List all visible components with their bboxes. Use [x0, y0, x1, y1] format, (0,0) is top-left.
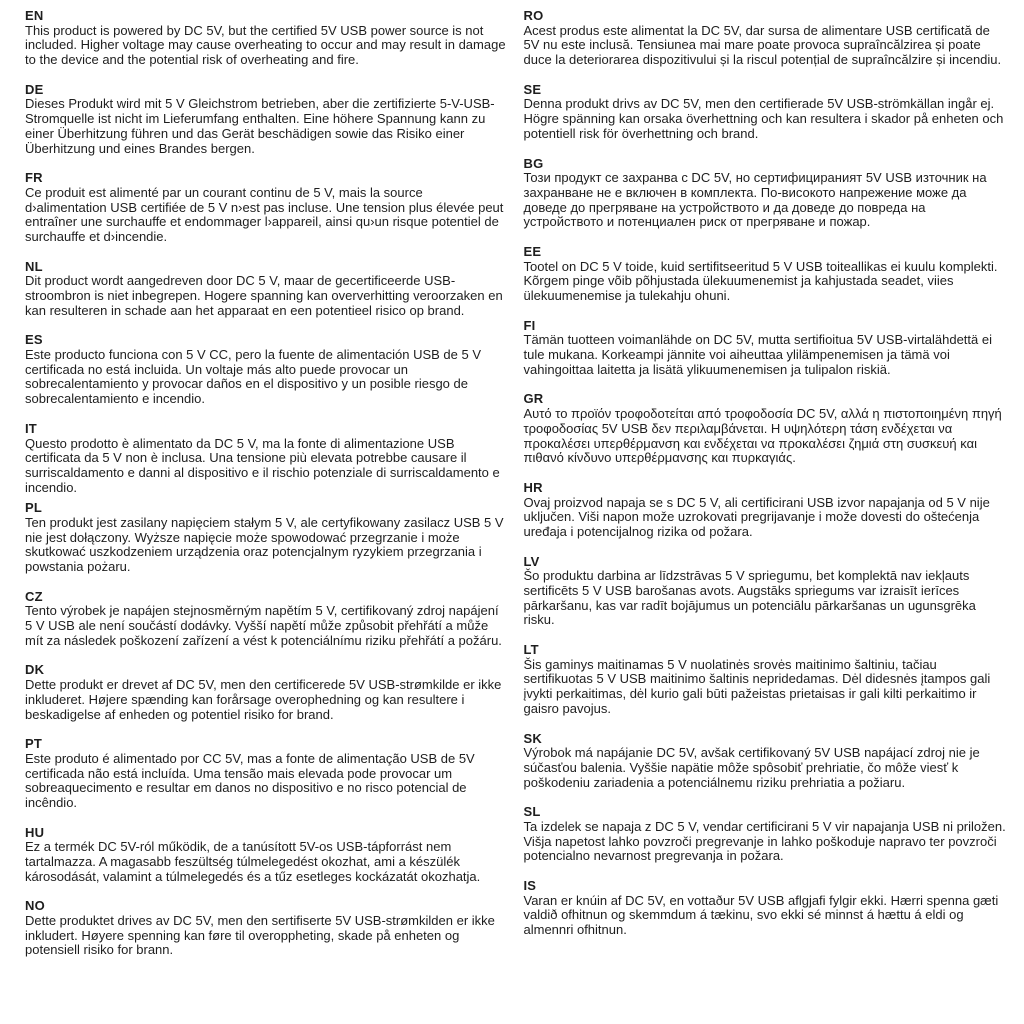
language-section-hu [25, 826, 508, 885]
language-text: This product is powered by DC 5V, but the certified 5V USB power source is not included. Higher voltage may cause overheating to occur and may result in damage to the device and the potential risk of overheating and fire. [25, 22, 506, 68]
language-code: LV [523, 553, 540, 569]
language-section-hr [524, 481, 1007, 540]
language-section-nl [25, 260, 508, 319]
language-text: Ten produkt jest zasilany napięciem stałym 5 V, ale certyfikowany zasilacz USB 5 V nie jest dołączony. Wyższe napięcie może spowodować przegrzanie i może skutkować uszkodzeniem urządzenia oraz potencjalnym ryzykiem przegrzania i powstania pożaru. [25, 514, 504, 574]
language-code: SE [523, 81, 542, 97]
language-section-ee [524, 245, 1007, 304]
language-text: Dette produktet drives av DC 5V, men den sertifiserte 5V USB-strømkilden er ikke inkludert. Høyere spenning kan føre til overoppheting, skade på enheten og potensiell risiko for brann. [25, 913, 495, 958]
language-section-bg [524, 157, 1007, 230]
language-section-de [25, 83, 508, 156]
language-section-pl [25, 501, 508, 574]
language-code: PT [25, 736, 43, 752]
language-section-ro [524, 9, 1007, 68]
language-text: Dette produkt er drevet af DC 5V, men den certificerede 5V USB-strømkilde er ikke inkluderet. Højere spænding kan forårsage overophedning og kan resultere i beskadigelse af enheden og potentiel risiko for brand. [25, 677, 502, 722]
language-code: SL [523, 804, 541, 820]
language-text: Tootel on DC 5 V toide, kuid sertifitseeritud 5 V USB toiteallikas ei kuulu komplekti. Kõrgem pinge võib põhjustada ülekuumenemist ja kahjustada seadet, viies ülekuumenemise ja tulekahju ohuni. [523, 258, 998, 303]
column-right [524, 9, 1007, 973]
language-code: GR [523, 391, 544, 407]
language-section-no [25, 899, 508, 958]
language-section-se [524, 83, 1007, 142]
language-text: Dit product wordt aangedreven door DC 5 V, maar de gecertificeerde USB-stroombron is niet inbegrepen. Hogere spanning kan oververhitting veroorzaken en kan resulteren in schade aan het apparaat en een potentieel risico op brand. [25, 273, 503, 318]
language-code: EN [25, 8, 44, 23]
language-text: Този продукт се захранва с DC 5V, но сертифицираният 5V USB източник на захранване не е включен в комплекта. По-високото напрежение може да доведе до прегряване на устройството и да доведе до повреда на устройството и потенциален риск от прегряване и пожар. [523, 170, 987, 230]
language-code: BG [523, 155, 544, 171]
language-text: Este producto funciona con 5 V CC, pero la fuente de alimentación USB de 5 V certificada no está incluida. Un voltaje más alto puede provocar un sobrecalentamiento y provocar daños en el dispositivo y un posible riesgo de sobrecalentamiento e incendio. [25, 347, 481, 407]
language-text: Ce produit est alimenté par un courant continu de 5 V, mais la source d›alimentation USB certifiée de 5 V n›est pas incluse. Une tension plus élevée peut entraîner une surchauffe et endommager l›appareil, ainsi qu›un risque potentiel de surchauffe et d›incendie. [25, 184, 504, 244]
language-text: Dieses Produkt wird mit 5 V Gleichstrom betrieben, aber die zertifizierte 5-V-USB-Stromquelle ist nicht im Lieferumfang enthalten. Eine höhere Spannung kann zu einer Überhitzung führen und das Gerät beschädigen sowie das Risiko einer Überhitzung und eines Brandes bergen. [25, 96, 495, 156]
language-text: Varan er knúin af DC 5V, en vottaður 5V USB aflgjafi fylgir ekki. Hærri spenna gæti valdið ofhitnun og skemmdum á tækinu, svo ekki sé minnst á hættu á eldi og almennri ofhitnun. [523, 892, 999, 938]
column-left [25, 9, 508, 973]
language-code: ES [25, 332, 43, 348]
language-code: EE [523, 243, 542, 259]
language-text: Αυτό το προϊόν τροφοδοτείται από τροφοδοσία DC 5V, αλλά η πιστοποιημένη πηγή τροφοδοσίας 5V USB δεν περιλαμβάνεται. Η υψηλότερη τάση ενδέχεται να προκαλέσει υπερθέρμανση και ενδέχεται να προκαλέσει ζημιά στη συσκευή και πιθανό κίνδυνο υπερθέρμανσης και πυρκαγιάς. [523, 406, 1002, 466]
language-section-lt [524, 643, 1007, 716]
language-text: Ta izdelek se napaja z DC 5 V, vendar certificirani 5 V vir napajanja USB ni priložen. Višja napetost lahko povzroči pregrevanje in lahko poškoduje napravo ter povzroči potencialno nevarnost pregrevanja in požara. [523, 818, 1006, 864]
language-section-fr [25, 171, 508, 244]
language-text: Šo produktu darbina ar līdzstrāvas 5 V spriegumu, bet komplektā nav iekļauts sertificēts 5 V USB barošanas avots. Augstāks spriegums var izraisīt ierīces pārkaršanu, kas var radīt bojājumus un potenciālu pārkaršanas un ugunsgrēka risku. [523, 568, 976, 628]
language-section-pt [25, 737, 508, 810]
language-code: LT [523, 642, 539, 658]
language-section-lv [524, 555, 1007, 628]
language-section-sk [524, 732, 1007, 791]
language-code: SK [523, 730, 542, 746]
language-text: Denna produkt drivs av DC 5V, men den certifierade 5V USB-strömkällan ingår ej. Högre spänning kan orsaka överhettning och kan resultera i skador på enheten och potentiell risk för överhettning och brand. [523, 96, 1004, 141]
language-section-sl [524, 805, 1007, 864]
language-section-is [524, 879, 1007, 938]
language-text: Šis gaminys maitinamas 5 V nuolatinės srovės maitinimo šaltiniu, tačiau sertifikuotas 5 V USB maitinimo šaltinis nepridedamas. Dėl didesnės įtampos gali įvykti perkaitimas, dėl kurio gali būti pažeistas prietaisas ir gali kilti perkaitimo ir gaisro pavojus. [523, 656, 991, 716]
language-code: IS [523, 878, 537, 893]
language-text: Výrobok má napájanie DC 5V, avšak certifikovaný 5V USB napájací zdroj nie je súčasťou balenia. Vyššie napätie môže spôsobiť prehriatie, čo môže viesť k poškodeniu zariadenia a potenciálnemu riziku prehriatia a požiaru. [523, 745, 980, 790]
language-code: RO [523, 8, 544, 23]
language-code: NL [25, 258, 43, 274]
language-code: FR [25, 170, 43, 186]
language-code: CZ [25, 588, 43, 604]
language-section-cz [25, 590, 508, 649]
language-code: IT [25, 420, 37, 436]
language-section-gr [524, 392, 1007, 465]
language-code: HU [25, 824, 45, 840]
language-text: Acest produs este alimentat la DC 5V, dar sursa de alimentare USB certificată de 5V nu este inclusă. Tensiunea mai mare poate provoca supraîncălzirea și poate duce la deteriorarea dispozitivului și la riscul potențial de supraîncălzire și incendiu. [523, 22, 1002, 68]
language-code: DE [25, 81, 44, 97]
language-code: HR [523, 479, 543, 495]
language-code: DK [25, 662, 45, 678]
language-text: Ovaj proizvod napaja se s DC 5 V, ali certificirani USB izvor napajanja od 5 V nije uključen. Viši napon može uzrokovati pregrijavanje i može dovesti do oštećenja uređaja i potencijalnog rizika od požara. [523, 494, 990, 539]
language-text: Questo prodotto è alimentato da DC 5 V, ma la fonte di alimentazione USB certificata da 5 V non è inclusa. Una tensione più elevata potrebbe causare il surriscaldamento e danni al dispositivo e il rischio potenziale di surriscaldamento e incendio. [25, 435, 500, 495]
two-column-layout [25, 9, 1006, 973]
language-section-fi [524, 319, 1007, 378]
language-section-es [25, 333, 508, 406]
language-text: Tento výrobek je napájen stejnosměrným napětím 5 V, certifikovaný zdroj napájení 5 V USB ale není součástí dodávky. Vyšší napětí může způsobit přehřátí a může mít za následek poškození zařízení a vést k potenciálnímu riziku přehřátí a požáru. [25, 603, 502, 648]
language-code: FI [523, 317, 536, 333]
language-text: Este produto é alimentado por CC 5V, mas a fonte de alimentação USB de 5V certificada não está incluída. Uma tensão mais elevada pode provocar um sobreaquecimento e resultar em danos no dispositivo e no risco potencial de incêndio. [25, 750, 475, 810]
language-code: PL [25, 500, 43, 516]
language-section-dk [25, 663, 508, 722]
language-text: Ez a termék DC 5V-ról működik, de a tanúsított 5V-os USB-tápforrást nem tartalmazza. A magasabb feszültség túlmelegedést okozhat, ami a készülék károsodását, valamint a túlmelegedés és a tűz esetleges kockázatát okozhatja. [25, 839, 481, 884]
language-section-it [25, 422, 508, 495]
language-text: Tämän tuotteen voimanlähde on DC 5V, mutta sertifioitua 5V USB-virtalähdettä ei tule mukana. Korkeampi jännite voi aiheuttaa ylilämpenemisen ja tämä voi vahingoittaa laitetta ja lisätä ylikuumenemisen ja tulipalon riskiä. [523, 332, 992, 377]
language-code: NO [25, 898, 45, 914]
language-section-en [25, 9, 508, 68]
